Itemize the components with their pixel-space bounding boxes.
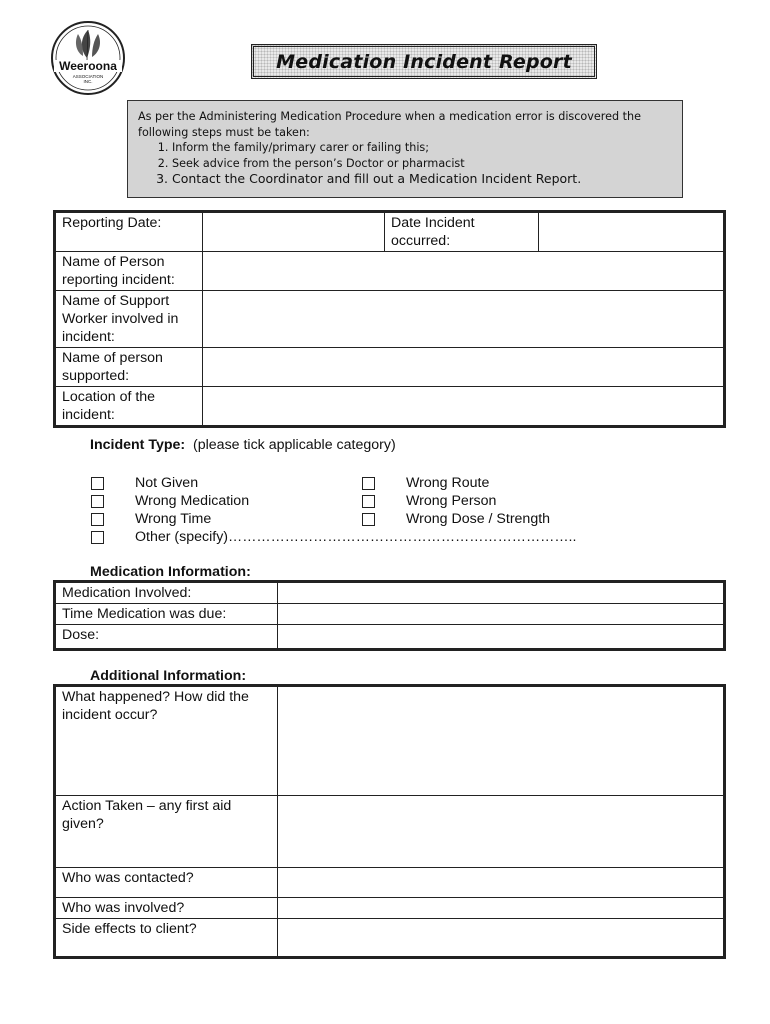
incident-type-labels-right	[406, 474, 550, 528]
time-due-label: Time Medication was due:	[56, 604, 278, 625]
instruction-step: 2. Seek advice from the person’s Doctor or pharmacist	[172, 156, 672, 172]
option-wrong-time-label: Wrong Time	[135, 511, 212, 527]
person-supported-field[interactable]	[203, 348, 724, 387]
option-wrong-dose-label: Wrong Dose / Strength	[406, 511, 551, 527]
title-banner	[251, 44, 597, 79]
medication-involved-label: Medication Involved:	[56, 583, 278, 604]
location-field[interactable]	[203, 387, 724, 426]
logo-inc: INC.	[83, 79, 93, 84]
medication-involved-field[interactable]	[278, 583, 724, 604]
medication-table	[55, 582, 724, 649]
checkbox-wrong-time[interactable]	[91, 513, 104, 526]
action-taken-field[interactable]	[278, 796, 724, 868]
option-not-given-label: Not Given	[135, 475, 199, 491]
reporting-date-label: Reporting Date:	[56, 213, 203, 252]
instructions-intro: As per the Administering Medication Procedure when a medication error is discovered the following steps must be taken:	[138, 110, 642, 139]
instruction-step: 1. Inform the family/primary carer or failing this;	[172, 140, 672, 156]
weeroona-logo	[50, 20, 126, 96]
who-involved-label: Who was involved?	[56, 898, 278, 919]
reporting-date-field[interactable]	[203, 213, 385, 252]
what-happened-label: What happened? How did the incident occur?	[56, 687, 278, 796]
dose-field[interactable]	[278, 625, 724, 649]
person-supported-label: Name of person supported:	[56, 348, 203, 387]
side-effects-label: Side effects to client?	[56, 919, 278, 957]
checkbox-wrong-route[interactable]	[362, 477, 375, 490]
person-reporting-field[interactable]	[203, 252, 724, 291]
instructions-steps	[138, 140, 672, 187]
incident-type-heading: Incident Type:	[90, 437, 186, 453]
medication-heading: Medication Information:	[90, 564, 251, 580]
option-wrong-medication-label: Wrong Medication	[135, 493, 250, 509]
incident-type-hint: (please tick applicable category)	[193, 437, 396, 453]
time-due-field[interactable]	[278, 604, 724, 625]
option-wrong-route-label: Wrong Route	[406, 475, 490, 491]
checkbox-other[interactable]	[91, 531, 104, 544]
person-reporting-label: Name of Person reporting incident:	[56, 252, 203, 291]
logo-sub: ASSOCIATION	[72, 74, 104, 79]
additional-heading: Additional Information:	[90, 668, 247, 684]
additional-table	[55, 686, 724, 957]
incident-details-table	[55, 212, 724, 426]
support-worker-label: Name of Support Worker involved in incident:	[56, 291, 203, 348]
checkbox-wrong-person[interactable]	[362, 495, 375, 508]
who-contacted-label: Who was contacted?	[56, 868, 278, 898]
logo-name: Weeroona	[59, 59, 117, 73]
support-worker-field[interactable]	[203, 291, 724, 348]
incident-type-checkboxes-left	[91, 474, 104, 546]
incident-type-heading-row	[90, 437, 396, 453]
date-occurred-field[interactable]	[539, 213, 724, 252]
checkbox-wrong-dose[interactable]	[362, 513, 375, 526]
page-title: Medication Incident Report	[276, 50, 572, 73]
option-wrong-person-label: Wrong Person	[406, 493, 497, 509]
what-happened-field[interactable]	[278, 687, 724, 796]
side-effects-field[interactable]	[278, 919, 724, 957]
who-involved-field[interactable]	[278, 898, 724, 919]
incident-type-checkboxes-right	[362, 474, 375, 528]
action-taken-label: Action Taken – any first aid given?	[56, 796, 278, 868]
location-label: Location of the incident:	[56, 387, 203, 426]
dose-label: Dose:	[56, 625, 278, 649]
who-contacted-field[interactable]	[278, 868, 724, 898]
instructions-box	[127, 100, 683, 198]
instruction-step: 3. Contact the Coordinator and fill out a Medication Incident Report.	[172, 171, 672, 187]
option-other-label: Other (specify)………………………………………………………………..	[135, 529, 577, 545]
checkbox-wrong-medication[interactable]	[91, 495, 104, 508]
checkbox-not-given[interactable]	[91, 477, 104, 490]
date-occurred-label: Date Incident occurred:	[385, 213, 539, 252]
